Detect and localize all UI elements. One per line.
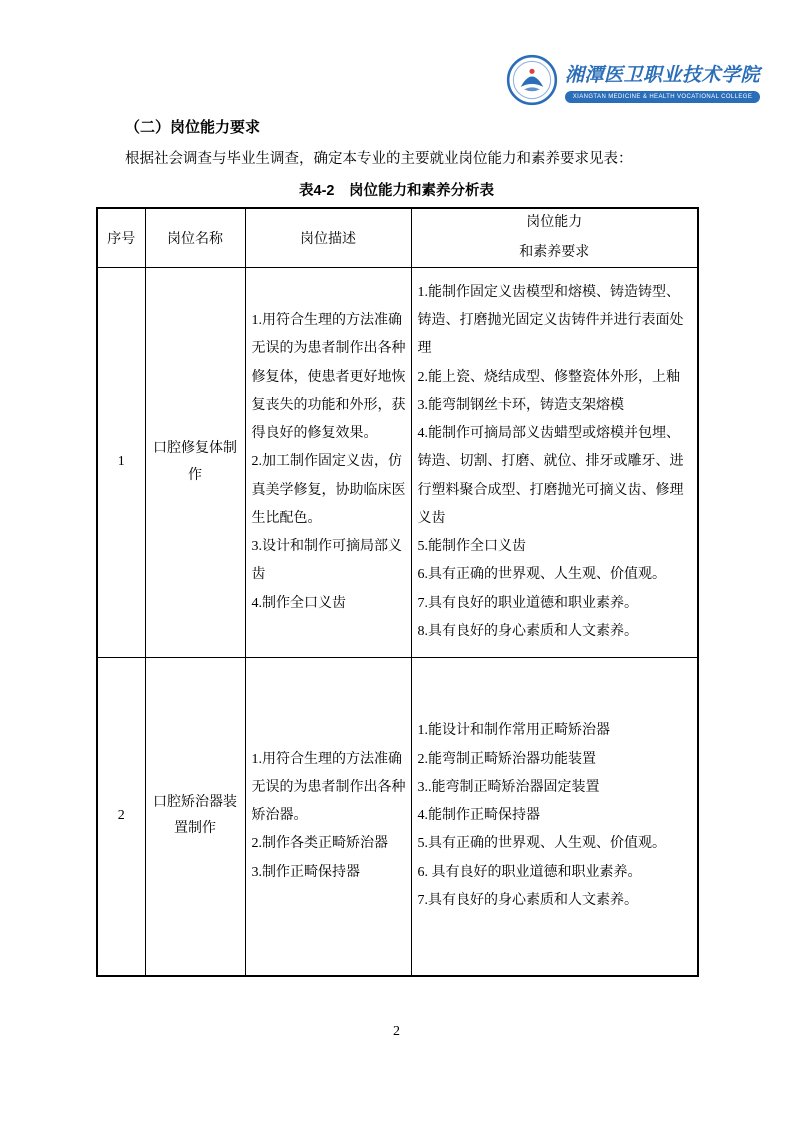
seq-cell: 2 — [97, 658, 145, 976]
college-emblem-icon — [506, 54, 558, 106]
description-item: 1.用符合生理的方法准确无误的为患者制作出各种修复体，使患者更好地恢复丧失的功能和外形，获得良好的修复效果。 — [251, 313, 406, 442]
requirement-item: 2.能弯制正畸矫治器功能装置 — [417, 751, 596, 767]
logo-chinese-name: 湘潭医卫职业技术学院 — [565, 64, 761, 86]
requirement-item: 4.能制作可摘局部义齿蜡型或熔模并包埋、铸造、切割、打磨、就位、排牙或雕牙、进行塑料聚合成型、打磨抛光可摘义齿、修理义齿 — [417, 426, 684, 526]
college-logo — [506, 54, 760, 106]
header-ability-requirements — [411, 208, 698, 268]
header-seq: 序号 — [97, 208, 145, 268]
requirement-item: 5.具有正确的世界观、人生观、价值观。 — [417, 836, 666, 852]
position-description-cell — [245, 658, 411, 976]
header-position-description: 岗位描述 — [245, 208, 411, 268]
requirement-item: 1.能设计和制作常用正畸矫治器 — [417, 723, 610, 739]
requirement-item: 3..能弯制正畸矫治器固定装置 — [417, 779, 600, 795]
requirement-item: 1.能制作固定义齿模型和熔模、铸造铸型、铸造、打磨抛光固定义齿铸件并进行表面处理 — [417, 284, 684, 357]
intro-paragraph: 根据社会调查与毕业生调查，确定本专业的主要就业岗位能力和素养要求见表： — [125, 151, 633, 167]
requirement-item: 5.能制作全口义齿 — [417, 539, 526, 555]
analysis-table — [96, 207, 699, 977]
page-number: 2 — [393, 1024, 400, 1039]
header-row — [97, 208, 698, 268]
requirement-item: 7.具有良好的身心素质和人文素养。 — [417, 892, 638, 908]
position-name-cell: 口腔矫治器装置制作 — [145, 658, 245, 976]
seq-cell: 1 — [97, 268, 145, 658]
requirements-cell — [411, 658, 698, 976]
description-item: 3.制作正畸保持器 — [251, 864, 360, 880]
header-position-name: 岗位名称 — [145, 208, 245, 268]
description-item: 1.用符合生理的方法准确无误的为患者制作出各种矫治器。 — [251, 751, 406, 824]
section-heading: （二）岗位能力要求 — [125, 119, 261, 136]
position-name-cell: 口腔修复体制作 — [145, 268, 245, 658]
description-item: 3.设计和制作可摘局部义齿 — [251, 539, 402, 583]
requirement-item: 4.能制作正畸保持器 — [417, 808, 540, 824]
logo-english-name: XIANGTAN MEDICINE & HEALTH VOCATIONAL COLLEGE — [565, 91, 760, 103]
table-row — [97, 268, 698, 658]
description-item: 2.加工制作固定义齿，仿真美学修复，协助临床医生比配色。 — [251, 454, 406, 526]
description-item: 4.制作全口义齿 — [251, 595, 346, 611]
position-description-cell — [245, 268, 411, 658]
requirement-item: 7.具有良好的职业道德和职业素养。 — [417, 595, 638, 611]
header-ability-line2: 和素养要求 — [519, 245, 590, 260]
header-ability-line1: 岗位能力 — [526, 215, 583, 230]
requirement-item: 2.能上瓷、烧结成型、修整瓷体外形，上釉 — [417, 369, 680, 385]
description-item: 2.制作各类正畸矫治器 — [251, 836, 388, 852]
table-title: 表4-2 岗位能力和素养分析表 — [299, 183, 494, 199]
logo-text-block — [565, 54, 760, 103]
requirement-item: 8.具有良好的身心素质和人文素养。 — [417, 623, 638, 639]
requirement-item: 6. 具有良好的职业道德和职业素养。 — [417, 864, 642, 880]
table-row — [97, 658, 698, 976]
requirements-cell — [411, 268, 698, 658]
requirement-item: 3.能弯制钢丝卡环，铸造支架熔模 — [417, 397, 624, 413]
requirement-item: 6.具有正确的世界观、人生观、价值观。 — [417, 567, 666, 583]
